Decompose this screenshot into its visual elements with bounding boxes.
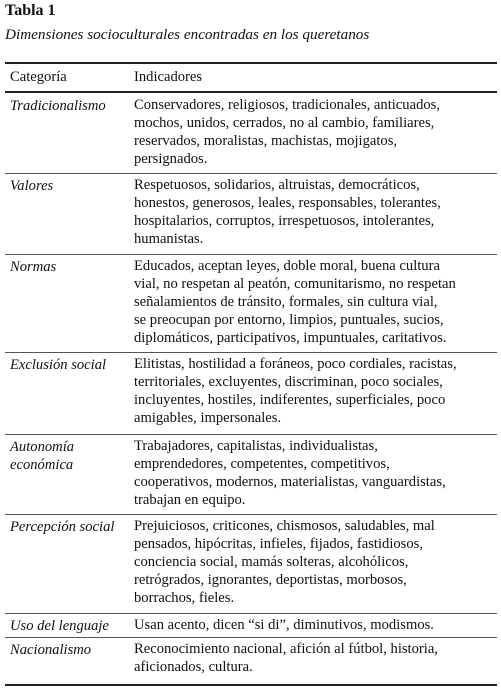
row-indicators <box>134 518 496 608</box>
indicator-line: Conservadores, religiosos, tradicionales, anticuados, <box>134 97 440 113</box>
category-line: Uso del lenguaje <box>10 618 109 634</box>
indicator-line: se preocupan por entorno, limpios, puntuales, sucios, <box>134 311 444 328</box>
indicator-line: humanistas. <box>134 230 204 247</box>
indicator-line: cooperativos, modernos, materialistas, vanguardistas, <box>134 473 446 490</box>
row-category <box>10 519 128 537</box>
indicator-line: incluyentes, hostiles, indiferentes, superficiales, poco <box>134 391 446 408</box>
table-caption: Dimensiones socioculturales encontradas en los queretanos <box>5 26 370 43</box>
indicator-line: Reconocimiento nacional, afición al fútbol, historia, <box>134 641 438 657</box>
indicator-line: hospitalarios, corruptos, irrespetuosos, intolerantes, <box>134 212 435 229</box>
category-line: Percepción social <box>10 519 115 535</box>
row-divider <box>5 254 497 255</box>
indicator-line: aficionados, cultura. <box>134 658 253 675</box>
indicator-line: trabajan en equipo. <box>134 491 246 508</box>
row-divider <box>5 352 497 353</box>
indicator-line: pensados, hipócritas, infieles, fijados, fastidiosos, <box>134 535 423 552</box>
header-category: Categoría <box>10 69 67 85</box>
row-indicators <box>134 177 496 249</box>
row-divider <box>5 637 497 638</box>
header-indicators: Indicadores <box>134 69 203 85</box>
row-category <box>10 259 128 277</box>
indicator-line: Elitistas, hostilidad a foráneos, poco cordiales, racistas, <box>134 356 457 372</box>
table-header-row <box>0 66 501 88</box>
row-category <box>10 439 128 474</box>
category-line: Valores <box>10 178 54 194</box>
category-line: Nacionalismo <box>10 642 92 658</box>
indicator-line: honestos, generosos, leales, responsables, tolerantes, <box>134 194 441 211</box>
row-indicators <box>134 641 496 677</box>
indicator-line: Prejuiciosos, criticones, chismosos, saludables, mal <box>134 518 435 534</box>
indicator-line: reservados, moralistas, machistas, mojigatos, <box>134 132 398 149</box>
indicator-line: mochos, unidos, cerrados, no al cambio, familiares, <box>134 114 435 131</box>
row-divider <box>5 173 497 174</box>
indicator-line: borrachos, fieles. <box>134 589 235 606</box>
row-indicators <box>134 97 496 169</box>
indicator-line: vial, no respetan al peatón, comunitarismo, no respetan <box>134 275 456 292</box>
top-rule <box>5 62 497 64</box>
indicator-line: amigables, impersonales. <box>134 409 282 426</box>
indicator-line: retrógrados, ignorantes, deportistas, morbosos, <box>134 571 407 588</box>
bottom-rule <box>5 684 497 686</box>
row-category <box>10 178 128 196</box>
row-divider <box>5 434 497 435</box>
indicator-line: diplomáticos, participativos, impuntuales, caritativos. <box>134 329 447 346</box>
row-category <box>10 642 128 660</box>
indicator-line: señalamientos de tránsito, formales, sin cultura vial, <box>134 293 438 310</box>
category-line: Exclusión social <box>10 357 107 373</box>
indicator-line: emprendedores, competentes, competitivos, <box>134 455 390 472</box>
header-rule <box>5 91 497 93</box>
indicator-line: Usan acento, dicen “si di”, diminutivos, modismos. <box>134 617 434 633</box>
row-divider <box>5 613 497 614</box>
row-category <box>10 98 128 116</box>
category-line: Normas <box>10 259 57 275</box>
row-category <box>10 618 128 636</box>
category-line: Autonomía <box>10 439 75 455</box>
indicator-line: Educados, aceptan leyes, doble moral, buena cultura <box>134 258 440 274</box>
category-line: Tradicionalismo <box>10 98 106 114</box>
indicator-line: persignados. <box>134 150 208 167</box>
indicator-line: conciencia social, mamás solteras, alcohólicos, <box>134 553 409 570</box>
category-line: económica <box>10 456 74 473</box>
row-indicators <box>134 356 496 428</box>
row-indicators <box>134 438 496 510</box>
indicator-line: Trabajadores, capitalistas, individualistas, <box>134 438 378 454</box>
row-indicators <box>134 258 496 348</box>
row-indicators <box>134 617 496 635</box>
table-number: Tabla 1 <box>5 2 56 19</box>
row-divider <box>5 514 497 515</box>
indicator-line: territoriales, excluyentes, discriminan, poco sociales, <box>134 373 443 390</box>
indicator-line: Respetuosos, solidarios, altruistas, democráticos, <box>134 177 420 193</box>
row-category <box>10 357 128 375</box>
